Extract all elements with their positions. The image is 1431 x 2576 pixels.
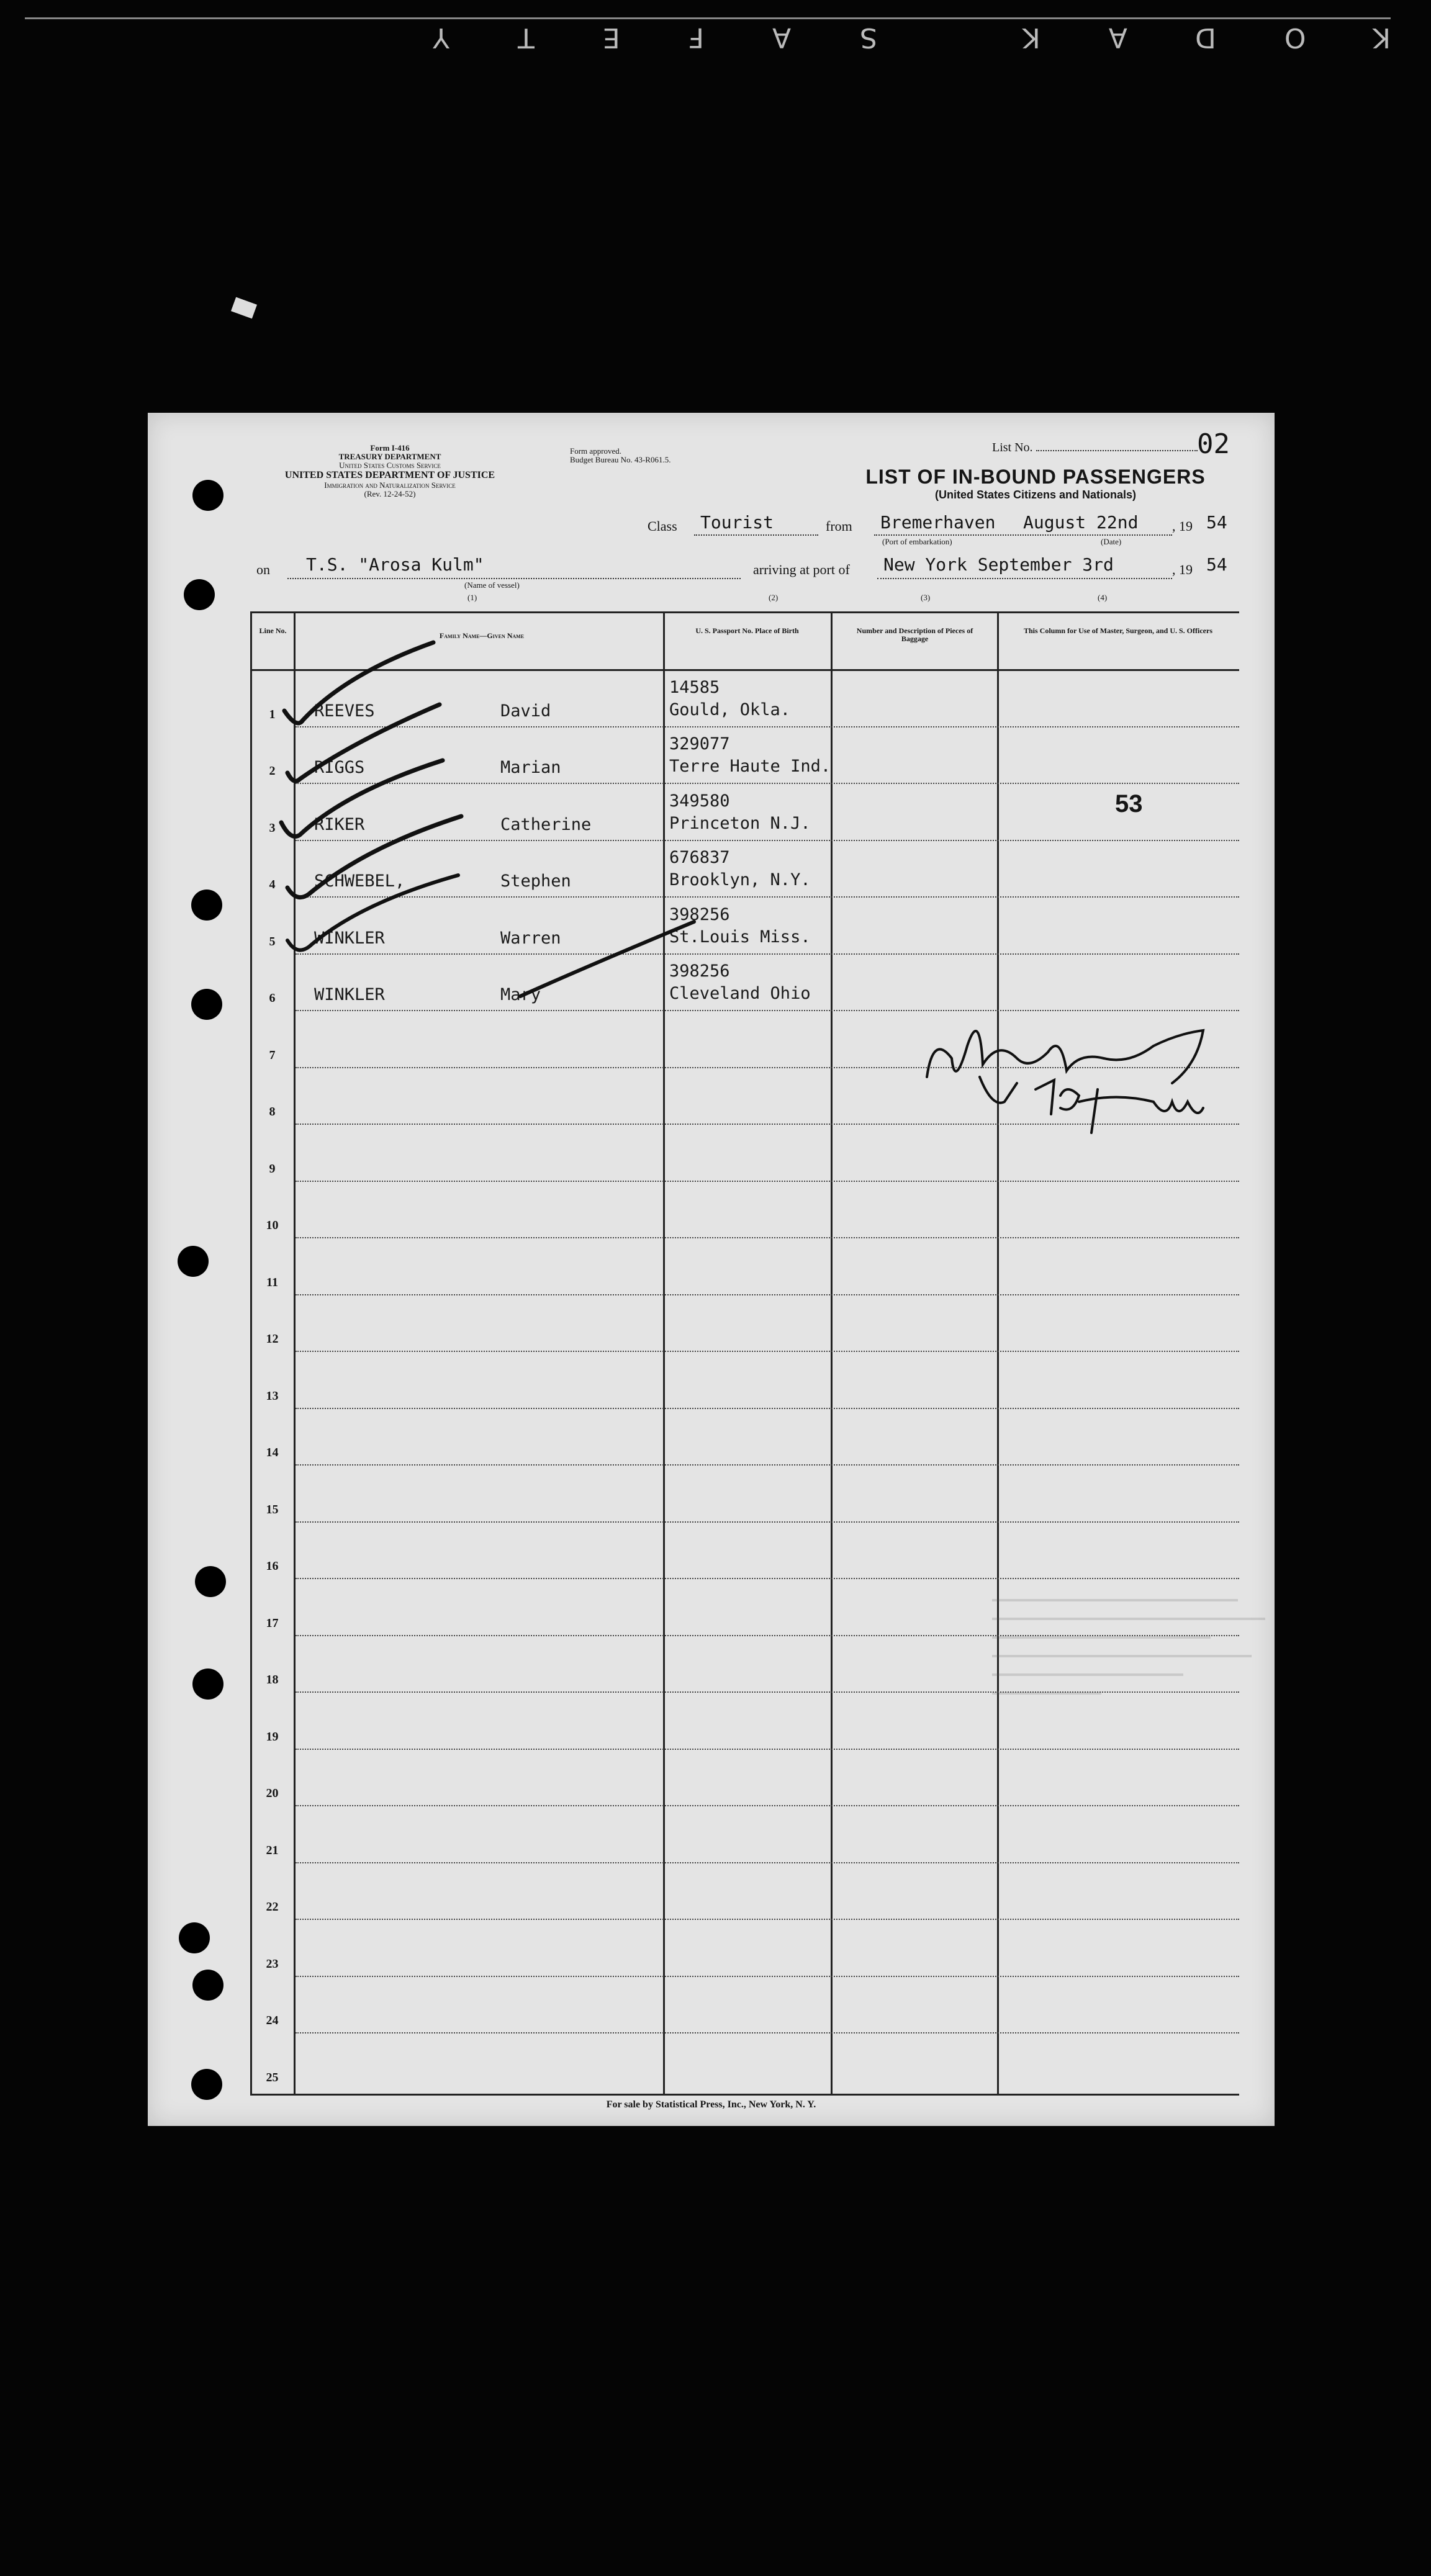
row-rule (296, 1294, 1239, 1295)
list-number-label: List No. (992, 441, 1033, 454)
line-number: 14 (266, 1446, 279, 1459)
given-name: Marian (500, 758, 561, 777)
header-rule (252, 669, 1239, 671)
embark-port: Bremerhaven (880, 512, 996, 533)
line-number: 4 (269, 878, 276, 891)
film-edge-strip (25, 17, 1391, 53)
on-label: on (256, 562, 270, 577)
row-rule (296, 1067, 1239, 1068)
row-rule (296, 1521, 1239, 1523)
line-number: 8 (269, 1105, 276, 1119)
row-rule (296, 953, 1239, 955)
birthplace: Gould, Okla. (669, 700, 791, 719)
title-block (806, 466, 1265, 502)
birthplace: Brooklyn, N.Y. (669, 870, 811, 889)
department-treasury: TREASURY DEPARTMENT (338, 452, 441, 461)
page-subtitle: (United States Citizens and Nationals) (934, 489, 1137, 501)
form-number: Form I-416 (370, 443, 410, 453)
family-name: SCHWEBEL, (314, 871, 405, 891)
row-rule (296, 1237, 1239, 1238)
header-officers: This Column for Use of Master, Surgeon, and U. S. Officers (1023, 626, 1212, 635)
line-number: 18 (266, 1673, 279, 1687)
birthplace: Princeton N.J. (669, 813, 811, 833)
line-number: 5 (269, 934, 276, 948)
row-rule (296, 1464, 1239, 1466)
line-number: 23 (266, 1957, 279, 1971)
punch-hole (192, 1970, 223, 2001)
line-number: 20 (266, 1786, 279, 1800)
row-rule (296, 2032, 1239, 2033)
birthplace: Terre Haute Ind. (669, 757, 831, 776)
given-name: Warren (500, 928, 561, 948)
punch-hole (191, 2069, 222, 2100)
passport-number: 676837 (669, 848, 730, 867)
row-rule (296, 840, 1239, 841)
line-number: 9 (269, 1161, 276, 1176)
from-label: from (826, 518, 852, 534)
line-number: 21 (266, 1843, 279, 1857)
family-name: WINKLER (314, 928, 385, 948)
passport-number: 398256 (669, 904, 730, 924)
officer-note: 53 (1115, 790, 1143, 817)
arrival-year: 54 (1206, 554, 1227, 575)
line-number: 12 (266, 1332, 279, 1346)
class-underline (694, 534, 818, 536)
row-rule (296, 1578, 1239, 1579)
passport-number: 349580 (669, 791, 730, 811)
from-underline (874, 534, 1172, 536)
header-name: Family Name—Given Name (439, 631, 525, 640)
passport-number: 14585 (669, 677, 720, 697)
revision-date: (Rev. 12-24-52) (364, 489, 416, 498)
header-passport: U. S. Passport No. Place of Birth (695, 626, 799, 635)
passport-number: 398256 (669, 961, 730, 981)
row-rule (296, 1010, 1239, 1011)
class-label: Class (648, 518, 677, 534)
line-number: 17 (266, 1616, 279, 1630)
ins-service: Immigration and Naturalization Service (324, 480, 456, 490)
passenger-table (250, 611, 1239, 2096)
film-notch (231, 297, 257, 319)
row-rule (296, 1919, 1239, 1920)
col-num-4: (4) (1098, 593, 1108, 602)
punch-hole (192, 1669, 223, 1700)
port-embark-label: (Port of embarkation) (882, 537, 952, 546)
line-number: 3 (269, 821, 276, 835)
line-number: 13 (266, 1389, 279, 1403)
line-number: 24 (266, 2014, 279, 2027)
arriving-label: arriving at port of (753, 562, 850, 577)
list-number (992, 428, 1230, 460)
vessel-label: (Name of vessel) (464, 580, 520, 590)
row-rule (296, 896, 1239, 898)
punch-hole (179, 1922, 210, 1953)
birthplace: Cleveland Ohio (669, 984, 811, 1003)
passport-number: 329077 (669, 734, 730, 754)
footer-printer: For sale by Statistical Press, Inc., New York, N. Y. (606, 2099, 816, 2110)
col-num-3: (3) (921, 593, 931, 602)
punch-hole (178, 1246, 209, 1277)
column-divider (997, 613, 999, 2094)
row-rule (296, 726, 1239, 727)
departure-year: 54 (1206, 512, 1227, 533)
row-rule (296, 1862, 1239, 1863)
agency-block (260, 444, 520, 498)
vessel-underline (287, 578, 741, 579)
film-edge-text: KODAK SAFETY (364, 22, 1391, 53)
column-divider (831, 613, 833, 2094)
row-rule (296, 1805, 1239, 1806)
given-name: Mary (500, 985, 541, 1004)
date-label: (Date) (1101, 537, 1122, 546)
family-name: RIGGS (314, 758, 365, 777)
arrival-port-date: New York September 3rd (883, 554, 1114, 575)
header-baggage: Number and Description of Pieces of Baggage (856, 626, 973, 643)
line-number: 25 (266, 2070, 279, 2084)
manifest-page (148, 413, 1275, 2126)
approval-block (570, 447, 756, 464)
line-number: 10 (266, 1218, 279, 1232)
row-rule (296, 1351, 1239, 1352)
department-justice: UNITED STATES DEPARTMENT OF JUSTICE (284, 470, 495, 480)
given-name: Stephen (500, 871, 571, 891)
line-number: 22 (266, 1900, 279, 1914)
row-rule (296, 1749, 1239, 1750)
line-number: 2 (269, 764, 276, 778)
arrival-underline (877, 578, 1172, 579)
line-number: 7 (269, 1048, 276, 1062)
budget-bureau: Budget Bureau No. 43-R061.5. (570, 455, 671, 464)
punch-hole (191, 889, 222, 921)
punch-hole (184, 579, 215, 610)
line-number: 16 (266, 1559, 279, 1573)
family-name: REEVES (314, 701, 375, 721)
row-rule (296, 783, 1239, 784)
birthplace: St.Louis Miss. (669, 927, 811, 947)
departure-date: August 22nd (1023, 512, 1139, 533)
list-number-value: 02 (1197, 428, 1230, 460)
col-num-2: (2) (769, 593, 779, 602)
customs-service: United States Customs Service (339, 461, 441, 470)
line-number: 11 (266, 1275, 278, 1289)
punch-hole (191, 989, 222, 1020)
row-rule (296, 1408, 1239, 1409)
line-number: 15 (266, 1502, 279, 1516)
line-number: 1 (269, 707, 276, 721)
family-name: WINKLER (314, 985, 385, 1004)
line-number: 19 (266, 1729, 279, 1744)
class-value: Tourist (700, 512, 774, 533)
form-approved: Form approved. (570, 446, 622, 456)
row-rule (296, 1124, 1239, 1125)
column-divider (294, 613, 296, 2094)
bleed-through-text (992, 1583, 1265, 1744)
vessel-name: T.S. "Arosa Kulm" (306, 554, 484, 575)
family-name: RIKER (314, 814, 365, 834)
line-number: 6 (269, 991, 276, 1005)
col-num-1: (1) (467, 593, 477, 602)
row-rule (296, 1976, 1239, 1977)
given-name: Catherine (500, 814, 592, 834)
arrival-year-prefix: , 19 (1172, 562, 1193, 577)
row-rule (296, 1181, 1239, 1182)
column-divider (663, 613, 665, 2094)
page-title: LIST OF IN-BOUND PASSENGERS (865, 466, 1206, 488)
year-prefix: , 19 (1172, 518, 1193, 534)
given-name: David (500, 701, 551, 721)
header-line-no: Line No. (259, 626, 287, 635)
punch-hole (195, 1566, 226, 1597)
punch-hole (192, 480, 223, 511)
